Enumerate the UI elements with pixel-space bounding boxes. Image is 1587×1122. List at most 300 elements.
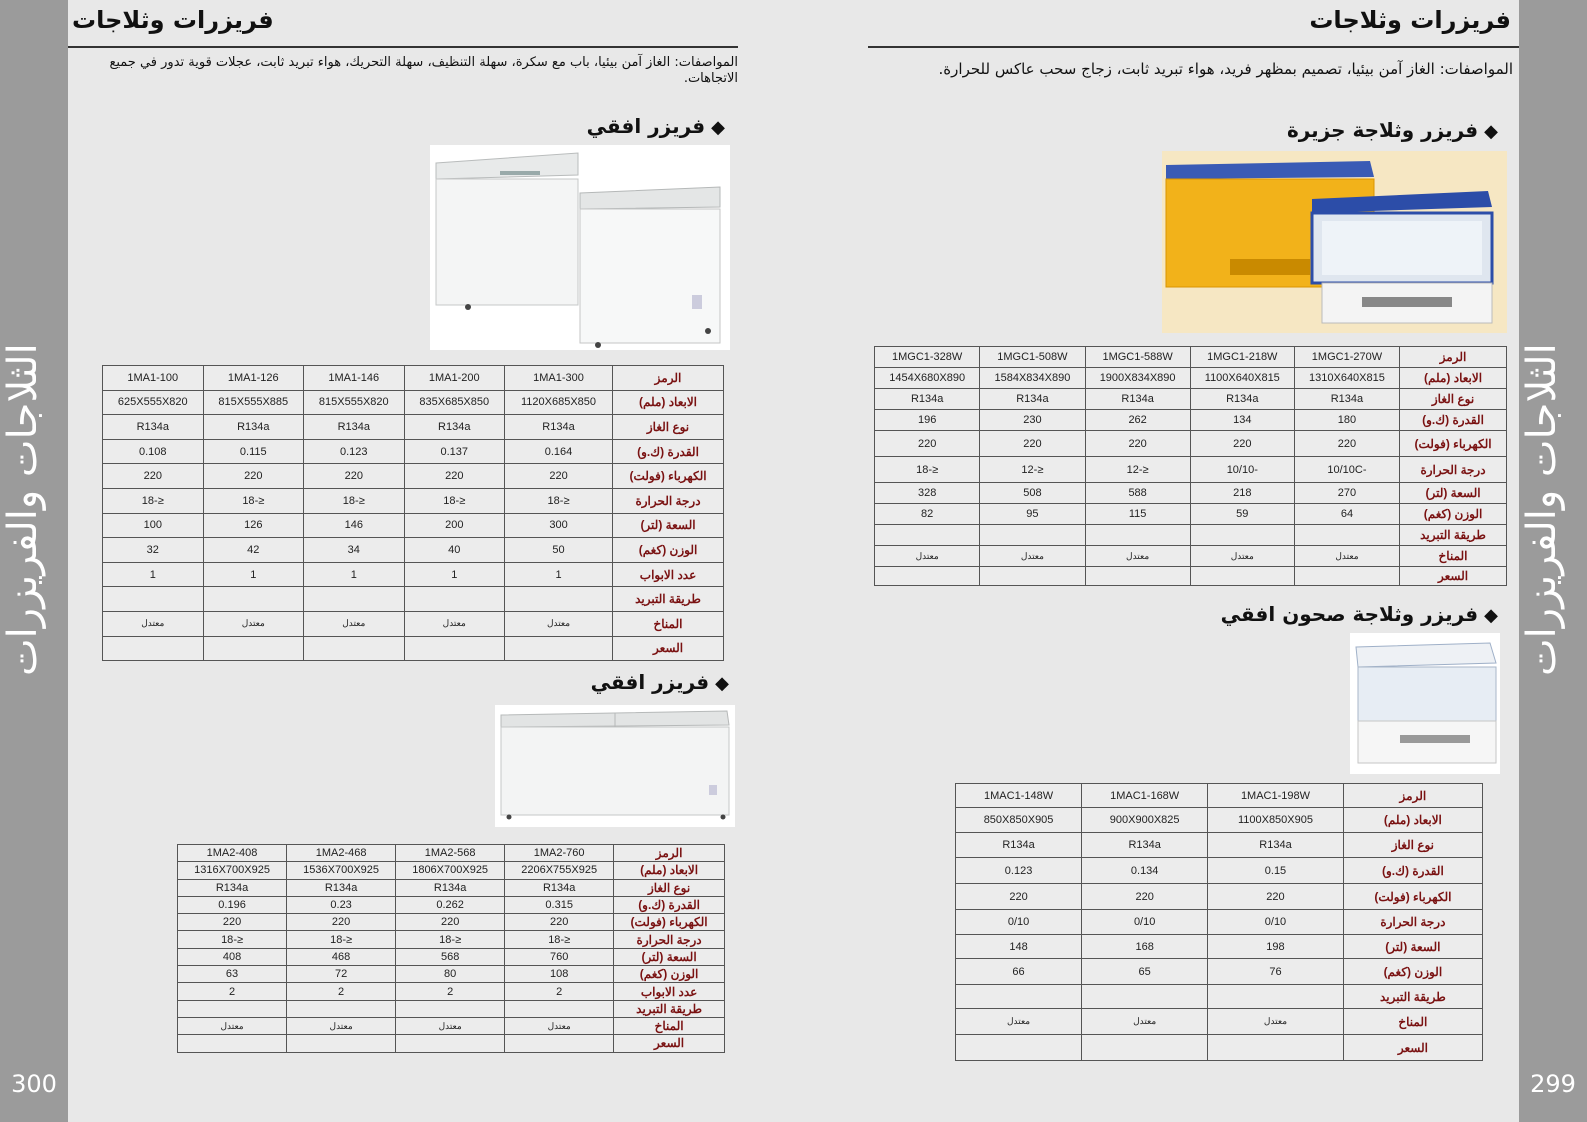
row-label: القدرة (ك.و) (1343, 858, 1482, 884)
table-cell: ≤-18 (203, 488, 303, 513)
row-label: الابعاد (ملم) (1400, 368, 1507, 389)
table-row (875, 389, 1507, 410)
row-label: عدد الابواب (614, 983, 725, 1000)
table-cell: 1454X680X890 (875, 368, 980, 389)
table-cell (396, 1035, 505, 1052)
row-label: الرمز (613, 366, 724, 391)
row-label: القدرة (ك.و) (1400, 410, 1507, 431)
row-label: المناخ (1343, 1009, 1482, 1035)
row-label: السعر (613, 636, 724, 661)
table-cell: 815X555X820 (304, 390, 404, 415)
row-label: درجة الحرارة (613, 488, 724, 513)
table-cell: معتدل (980, 546, 1085, 567)
table-cell: 1MGC1-270W (1294, 347, 1399, 368)
table-cell: ≤-18 (505, 931, 614, 948)
table-cell: 2 (287, 983, 396, 1000)
table-cell: 0.108 (103, 439, 204, 464)
table-cell: 220 (1208, 884, 1344, 910)
table-cell: 0/10 (956, 910, 1082, 935)
table-cell: ≤-18 (404, 488, 504, 513)
right-side-strip (1519, 0, 1587, 1122)
table-cell: 200 (404, 513, 504, 538)
table-row (956, 935, 1483, 959)
table-row (875, 457, 1507, 483)
table-row (956, 808, 1483, 833)
table-cell: 220 (178, 914, 287, 931)
right-section1-title: ◆فريزر وثلاجة جزيرة (1286, 118, 1498, 142)
table-cell: ≤-18 (875, 457, 980, 483)
table-row (956, 858, 1483, 884)
table-cell: 1900X834X890 (1085, 368, 1190, 389)
table-cell: 64 (1294, 504, 1399, 525)
table-cell: 262 (1085, 410, 1190, 431)
table-cell: معتدل (404, 611, 504, 636)
table-cell: 134 (1190, 410, 1294, 431)
row-label: السعة (لتر) (614, 948, 725, 965)
table-row (178, 862, 725, 879)
table-row (875, 431, 1507, 457)
table-cell (178, 1035, 287, 1052)
table-cell: 1MA1-100 (103, 366, 204, 391)
table-cell: 220 (287, 914, 396, 931)
chest-freezer-image (430, 145, 730, 350)
row-label: الرمز (1400, 347, 1507, 368)
table-cell: 2206X755X925 (505, 862, 614, 879)
table-cell: 218 (1190, 483, 1294, 504)
table-row (956, 1035, 1483, 1061)
table-cell: 50 (505, 538, 613, 563)
table-cell: 1316X700X925 (178, 862, 287, 879)
table-row (103, 415, 724, 440)
table-row (178, 983, 725, 1000)
table-cell: 32 (103, 538, 204, 563)
right-table2 (955, 783, 1483, 1061)
table-cell (956, 1035, 1082, 1061)
row-label: الابعاد (ملم) (614, 862, 725, 879)
table-cell: معتدل (1294, 546, 1399, 567)
table-cell: 0.164 (505, 439, 613, 464)
table-cell: 63 (178, 966, 287, 983)
table-cell: 468 (287, 948, 396, 965)
table-cell: 850X850X905 (956, 808, 1082, 833)
table-cell: 148 (956, 935, 1082, 959)
island-freezer-photo (1162, 151, 1507, 333)
table-row (956, 959, 1483, 985)
table-cell: 588 (1085, 483, 1190, 504)
table-cell (396, 1000, 505, 1017)
table-cell (1085, 525, 1190, 546)
table-cell: R134a (1190, 389, 1294, 410)
table-cell: 1MAC1-168W (1082, 784, 1208, 808)
table-cell: 1584X834X890 (980, 368, 1085, 389)
table-cell: 220 (1082, 884, 1208, 910)
table-row (178, 966, 725, 983)
table-cell: 0.123 (956, 858, 1082, 884)
table-cell: معتدل (956, 1009, 1082, 1035)
table-cell: 220 (396, 914, 505, 931)
right-side-title: الثلاجات والفريزرات (1519, 343, 1565, 677)
table-cell: R134a (1208, 833, 1344, 858)
table-cell (875, 525, 980, 546)
left-specs: المواصفات: الغاز آمن بيئيا، باب مع سكرة، سهلة التنظيف، سهلة التحريك، هواء تبريد ثابت، عجلات قوية تدور في جميع الاتجاهات. (109, 55, 738, 86)
table-cell: معتدل (396, 1017, 505, 1034)
table-cell (1082, 985, 1208, 1009)
diamond-bullet-icon: ◆ (711, 117, 725, 138)
diamond-bullet-icon: ◆ (1484, 121, 1498, 142)
table-cell: معتدل (287, 1017, 396, 1034)
table-cell: 80 (396, 966, 505, 983)
chest-freezer-photo (430, 145, 730, 350)
table-cell: 0.196 (178, 896, 287, 913)
table-cell: 1MAC1-198W (1208, 784, 1344, 808)
table-cell: R134a (956, 833, 1082, 858)
table-cell: 0.262 (396, 896, 505, 913)
row-label: الوزن (كغم) (1343, 959, 1482, 985)
table-cell: 220 (875, 431, 980, 457)
table-cell: 1MA1-300 (505, 366, 613, 391)
table-cell: 1100X850X905 (1208, 808, 1344, 833)
row-label: المناخ (1400, 546, 1507, 567)
table-row (956, 985, 1483, 1009)
table-cell: 82 (875, 504, 980, 525)
table-cell: 126 (203, 513, 303, 538)
table-cell: 220 (505, 914, 614, 931)
table-cell: 220 (404, 464, 504, 489)
table-cell: R134a (404, 415, 504, 440)
table-cell (1294, 567, 1399, 586)
table-row (875, 504, 1507, 525)
table-cell: 220 (103, 464, 204, 489)
table-row (178, 896, 725, 913)
table-cell: 0.315 (505, 896, 614, 913)
table-cell: 220 (505, 464, 613, 489)
table-cell: R134a (287, 879, 396, 896)
row-label: الرمز (614, 845, 725, 862)
table-row (103, 611, 724, 636)
table-cell: R134a (178, 879, 287, 896)
table-cell: 1MAC1-148W (956, 784, 1082, 808)
table-cell: 180 (1294, 410, 1399, 431)
table-row (103, 488, 724, 513)
row-label: القدرة (ك.و) (613, 439, 724, 464)
table-cell (505, 1035, 614, 1052)
table-cell: 196 (875, 410, 980, 431)
table-cell: 40 (404, 538, 504, 563)
row-label: الابعاد (ملم) (1343, 808, 1482, 833)
table-cell: 66 (956, 959, 1082, 985)
table-cell (1294, 525, 1399, 546)
table-cell (505, 587, 613, 612)
table-cell: 1 (505, 562, 613, 587)
table-row (875, 546, 1507, 567)
table-cell: 1MA1-126 (203, 366, 303, 391)
table-cell (103, 636, 204, 661)
table-row (956, 784, 1483, 808)
row-label: السعة (لتر) (1343, 935, 1482, 959)
large-chest-freezer-image (495, 705, 735, 827)
row-label: درجة الحرارة (1400, 457, 1507, 483)
table-cell: 1MA2-760 (505, 845, 614, 862)
table-cell: 0.15 (1208, 858, 1344, 884)
row-label: الابعاد (ملم) (613, 390, 724, 415)
table-row (178, 931, 725, 948)
row-label: طريقة التبريد (1343, 985, 1482, 1009)
table-cell: 900X900X825 (1082, 808, 1208, 833)
table-cell (1085, 567, 1190, 586)
row-label: درجة الحرارة (1343, 910, 1482, 935)
dish-freezer-photo (1350, 633, 1500, 774)
left-side-strip (0, 0, 68, 1122)
row-label: نوع الغاز (1343, 833, 1482, 858)
table-cell: R134a (1294, 389, 1399, 410)
table-cell: معتدل (1082, 1009, 1208, 1035)
table-cell: 0.23 (287, 896, 396, 913)
table-cell (875, 567, 980, 586)
table-row (956, 1009, 1483, 1035)
row-label: الكهرباء (فولت) (613, 464, 724, 489)
table-cell: 95 (980, 504, 1085, 525)
table-cell: 1120X685X850 (505, 390, 613, 415)
table-cell: 220 (1085, 431, 1190, 457)
table-row (178, 914, 725, 931)
table-row (103, 636, 724, 661)
table-cell: 760 (505, 948, 614, 965)
table-cell: R134a (203, 415, 303, 440)
row-label: الكهرباء (فولت) (614, 914, 725, 931)
table-cell: -10/10 (1190, 457, 1294, 483)
right-page-number: 299 (1530, 1070, 1576, 1098)
row-label: الكهرباء (فولت) (1400, 431, 1507, 457)
table-cell: ≤-12 (1085, 457, 1190, 483)
table-cell: R134a (505, 879, 614, 896)
row-label: الوزن (كغم) (614, 966, 725, 983)
table-cell: 300 (505, 513, 613, 538)
table-row (956, 910, 1483, 935)
table-cell: ≤-18 (178, 931, 287, 948)
left-header-title: فريزرات وثلاجات (72, 6, 274, 34)
right-table1 (874, 346, 1507, 586)
table-row (178, 845, 725, 862)
table-cell: 34 (304, 538, 404, 563)
row-label: طريقة التبريد (1400, 525, 1507, 546)
table-row (103, 513, 724, 538)
table-cell: معتدل (304, 611, 404, 636)
table-cell: 1310X640X815 (1294, 368, 1399, 389)
left-page-number: 300 (11, 1070, 57, 1098)
table-cell: 625X555X820 (103, 390, 204, 415)
table-cell: 230 (980, 410, 1085, 431)
row-label: الوزن (كغم) (613, 538, 724, 563)
table-cell: 108 (505, 966, 614, 983)
table-cell (1208, 985, 1344, 1009)
right-section2-title: ◆فريزر وثلاجة صحون افقي (1220, 602, 1498, 626)
table-cell: 1536X700X925 (287, 862, 396, 879)
table-cell: 1 (203, 562, 303, 587)
table-row (178, 879, 725, 896)
table-cell: 220 (1294, 431, 1399, 457)
table-row (178, 1035, 725, 1052)
table-cell: 146 (304, 513, 404, 538)
table-cell: ≤-12 (980, 457, 1085, 483)
table-row (875, 368, 1507, 389)
table-cell (1208, 1035, 1344, 1061)
table-row (103, 562, 724, 587)
table-cell: 1MA1-200 (404, 366, 504, 391)
table-cell: R134a (505, 415, 613, 440)
island-freezer-image (1162, 151, 1507, 333)
row-label: عدد الابواب (613, 562, 724, 587)
table-cell: 328 (875, 483, 980, 504)
table-cell: 65 (1082, 959, 1208, 985)
table-cell (103, 587, 204, 612)
row-label: درجة الحرارة (614, 931, 725, 948)
table-cell: 42 (203, 538, 303, 563)
table-cell: 220 (980, 431, 1085, 457)
table-cell (178, 1000, 287, 1017)
right-page-header (868, 0, 1519, 48)
table-cell: 1MGC1-328W (875, 347, 980, 368)
table-cell: معتدل (505, 1017, 614, 1034)
table-cell: 2 (505, 983, 614, 1000)
diamond-bullet-icon: ◆ (715, 673, 729, 694)
row-label: طريقة التبريد (613, 587, 724, 612)
table-cell: R134a (396, 879, 505, 896)
table-cell (404, 587, 504, 612)
table-cell: R134a (875, 389, 980, 410)
table-cell: معتدل (505, 611, 613, 636)
table-cell (287, 1035, 396, 1052)
row-label: السعة (لتر) (1400, 483, 1507, 504)
row-label: نوع الغاز (1400, 389, 1507, 410)
table-cell (203, 587, 303, 612)
table-cell: R134a (304, 415, 404, 440)
table-cell: 835X685X850 (404, 390, 504, 415)
row-label: نوع الغاز (613, 415, 724, 440)
right-specs: المواصفات: الغاز آمن بيئيا، تصميم بمظهر فريد، هواء تبريد ثابت، زجاج سحب عاكس للحرارة. (938, 60, 1513, 78)
table-cell: 1MGC1-588W (1085, 347, 1190, 368)
table-row (178, 1017, 725, 1034)
table-cell (304, 636, 404, 661)
table-cell: معتدل (1208, 1009, 1344, 1035)
table-cell: معتدل (875, 546, 980, 567)
row-label: نوع الغاز (614, 879, 725, 896)
table-cell: 0.134 (1082, 858, 1208, 884)
row-label: السعر (614, 1035, 725, 1052)
table-cell: 100 (103, 513, 204, 538)
row-label: طريقة التبريد (614, 1000, 725, 1017)
table-cell: 568 (396, 948, 505, 965)
table-cell (304, 587, 404, 612)
table-cell (980, 525, 1085, 546)
table-cell: 220 (304, 464, 404, 489)
table-cell: 1MA2-568 (396, 845, 505, 862)
table-cell (287, 1000, 396, 1017)
table-cell: 168 (1082, 935, 1208, 959)
table-row (875, 483, 1507, 504)
diamond-bullet-icon: ◆ (1484, 605, 1498, 626)
table-cell: 72 (287, 966, 396, 983)
left-side-title: الثلاجات والفريزرات (0, 343, 46, 677)
table-cell: 0.115 (203, 439, 303, 464)
dish-freezer-image (1350, 633, 1500, 774)
table-cell (203, 636, 303, 661)
table-cell: 115 (1085, 504, 1190, 525)
table-cell: معتدل (1085, 546, 1190, 567)
table-cell: 270 (1294, 483, 1399, 504)
row-label: السعر (1343, 1035, 1482, 1061)
left-table1 (102, 365, 724, 661)
table-cell: 1MGC1-508W (980, 347, 1085, 368)
table-cell: 1100X640X815 (1190, 368, 1294, 389)
table-cell: 2 (396, 983, 505, 1000)
table-row (956, 833, 1483, 858)
table-cell: ≤-18 (505, 488, 613, 513)
table-cell (404, 636, 504, 661)
table-cell: 0/10 (1208, 910, 1344, 935)
table-row (103, 464, 724, 489)
table-cell: معتدل (1190, 546, 1294, 567)
table-cell: 220 (956, 884, 1082, 910)
table-cell (956, 985, 1082, 1009)
table-cell: 0/10 (1082, 910, 1208, 935)
table-row (103, 538, 724, 563)
table-cell: 1 (103, 562, 204, 587)
table-cell: 2 (178, 983, 287, 1000)
left-section2-title: ◆فريزر افقي (590, 670, 729, 694)
row-label: السعر (1400, 567, 1507, 586)
table-row (875, 347, 1507, 368)
left-table2 (177, 844, 725, 1053)
table-cell: 1MA2-468 (287, 845, 396, 862)
table-cell: 220 (1190, 431, 1294, 457)
table-row (178, 948, 725, 965)
table-cell (505, 1000, 614, 1017)
table-cell (505, 636, 613, 661)
table-cell: ≤-18 (396, 931, 505, 948)
table-cell (1190, 567, 1294, 586)
table-cell: 1806X700X925 (396, 862, 505, 879)
table-row (103, 366, 724, 391)
table-cell: ≤-18 (287, 931, 396, 948)
table-cell: 815X555X885 (203, 390, 303, 415)
table-cell: 220 (203, 464, 303, 489)
table-row (875, 567, 1507, 586)
table-cell: معتدل (203, 611, 303, 636)
table-cell: 1MA2-408 (178, 845, 287, 862)
row-label: السعة (لتر) (613, 513, 724, 538)
table-cell (980, 567, 1085, 586)
table-cell (1190, 525, 1294, 546)
row-label: المناخ (614, 1017, 725, 1034)
table-cell: 1 (304, 562, 404, 587)
left-page-header (68, 0, 738, 48)
left-section1-title: ◆فريزر افقي (586, 114, 725, 138)
table-cell: ≤-18 (304, 488, 404, 513)
row-label: الوزن (كغم) (1400, 504, 1507, 525)
table-cell: 198 (1208, 935, 1344, 959)
table-cell: ≤-18 (103, 488, 204, 513)
table-cell: 59 (1190, 504, 1294, 525)
table-cell: معتدل (178, 1017, 287, 1034)
table-row (875, 525, 1507, 546)
table-row (956, 884, 1483, 910)
table-cell: -10/10C (1294, 457, 1399, 483)
table-cell: 0.123 (304, 439, 404, 464)
table-cell: R134a (980, 389, 1085, 410)
table-cell: 408 (178, 948, 287, 965)
right-header-title: فريزرات وثلاجات (1309, 6, 1511, 34)
table-cell: 0.137 (404, 439, 504, 464)
